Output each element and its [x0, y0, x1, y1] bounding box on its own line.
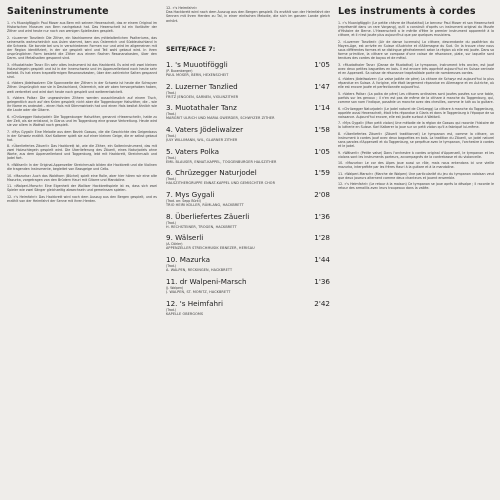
note-paragraph: 5. »Vaters Polka« (La polka de père) Les cithares ordinaires sont jouées posées sur une table, parfois sur les genoux ; il n'en est pas de même de la cithare à manche du Toggenburg, qui, comme son nom l'indique, possède un manche avec des chevilles, comme le luth ou la guitare. [338, 91, 494, 105]
track-performer: EMIL BLAUSER, ENNAT-KAPPEL, TOGGENBURGER HALSZITHER [166, 159, 277, 164]
track-duration: 2'08 [314, 190, 330, 200]
track-composer: (P. Buxenberger) [166, 68, 193, 73]
track-performer: H. RECHSTEINER, TROGEN, HACKBRETT [166, 224, 237, 229]
track-entry [166, 147, 330, 164]
track-entry [166, 299, 330, 316]
note-paragraph: 8. »Überliefertes Zäuerli« Das Hackbrett ist, wie die Zither, ein Saiteninstrument, das mit zwei Holzschlegeln gespielt wird. Die Überlieferung des Zäuerli, eines Naturjodels ohne Worte, aus dem Appenzellerland und Toggenburg, lebt mit Hackbrett, Streichmusik und Jodel fort. [7, 144, 157, 161]
track-performer: HALSZITHERGRUPPE ENNAT-KAPPEL UND GEMISCHTER CHOR [166, 181, 276, 186]
track-title: 9. Wälserli [166, 233, 204, 243]
track-title: 12. 's Heimfahri [166, 298, 223, 308]
note-paragraph: 3. »Muotathaler Tanz« Ein sehr altes Instrument ist das Hackbrett. Es wird mit zwei kleinen Holzschlegeln gespielt und ist in der Innerschweiz und im Appenzellerland noch heute sehr beliebt. Es hat einen trapezförmigen Resonanzkasten, über den zahlreiche Saiten gespannt sind. [7, 62, 157, 79]
track-entry [166, 168, 330, 185]
track-duration: 1'05 [314, 146, 330, 156]
track-title: 8. Überliefertes Zäuerli [166, 211, 250, 221]
track-entry [166, 255, 330, 272]
note-paragraph: 3. »Muotathaler Tanz« (Danse de Muotathal) Le tympanon, instrument très ancien, est joué avec deux petites baguettes en bois. Il est encore très apprécié aujourd'hui en Suisse centrale et en Appenzell. Sa caisse de résonance trapézoïdale porte de nombreuses cordes. [338, 62, 494, 75]
track-title: 6. Chrüzegger Naturjodel [166, 168, 257, 178]
track-composer: (Trad.) [166, 133, 177, 138]
track-performer: J. WALPEN, ST. MORITZ, HACKBRETT [166, 289, 231, 294]
track-composer: (Trad.) [166, 90, 177, 95]
track-title: 7. Mys Gygali [166, 190, 215, 200]
track-duration: 1'36 [314, 211, 330, 221]
french-heading: Les instruments à cordes [338, 6, 476, 17]
track-title: 4. Vaters Jödeliwalzer [166, 124, 244, 134]
note-paragraph: 10. »Mazurka« Auch das Waldhorn (Büchel) spielt eine Rolle, aber hier hören wir eine alte Mazurka, vorgetragen von den Brüdern Hauri mit Gitarre und Mandoline. [7, 173, 157, 182]
note-paragraph: 2. »Luzerner Tanzlied« (Air de danse lucernois) La cithare, descendante du psaltérion du Moyen-Age, est arrivée en Suisse d'Autriche et d'Allemagne du Sud. On la trouve chez nous sous différentes formes et se distingue généralement selon la région où elle est jouée. Dans sa forme primitive, la cithare se compose d'une caisse de résonance, plate, sur laquelle sont tendues des cordes de boyau et de métal. [338, 39, 494, 61]
track-duration: 1'05 [314, 59, 330, 69]
note-paragraph: 4. »Vaters Jödeliwalzer« (La valse jodlée de père) La cithare de Schwyz est aujourd'hui la plus répandue en Suisse. A l'origine, elle était largement répandue en Allemagne et en Autriche, où elle est encore jouée et perfectionnée aujourd'hui. [338, 77, 494, 90]
track-duration: 1'44 [314, 255, 330, 265]
track-performer: MARGRIT ULRICH UND MARIA GWERDER, SCHWYZER ZITHER [166, 116, 275, 121]
note-paragraph: 1. »'s Muonigföggli« Paul Moser aus Bern mit seinem Hexenscheit, das er einem Original im Historischen Museum von Bern nachgebaut hat. Das Hexenscheit ist ein Vorläufer der Zither und wird heute nur noch von wenigen Spielleuten gespielt. [7, 21, 157, 34]
track-entry [166, 233, 330, 250]
track-entry [166, 125, 330, 142]
track-entry [166, 277, 330, 294]
track-duration: 1'36 [314, 276, 330, 286]
note-paragraph: 8. »Überliefertes Zäuerli« (Zäuerli traditionnel) Le tympanon est, comme la cithare, un instrument à cordes joué avec deux baguettes en bois. La tradition du Zäuerli, un jodel naturel sans paroles d'Appenzell et du Toggenburg, se perpétue avec le tympanon, l'orchestre à cordes et le jodel. [338, 131, 494, 149]
note-paragraph: 6. »Chrüzegger Naturjodel« (Le jodel naturel de Chrüzegg) La cithare à manche du Toggenburg, appelée aussi Hexenscheit, était très répandue à Glaris et dans le Toggenburg à l'époque de sa naissance. Aujourd'hui encore, elle est jouée surtout à Wattwil. [338, 106, 494, 119]
german-heading: Saiteninstrumente [7, 6, 109, 17]
lead-heading: 12. »'s Heimfahri« [166, 6, 198, 10]
track-entry [166, 60, 330, 77]
note-paragraph: 6. »Chrüzegger Naturjodel« Die Toggenburger Halszither, genannt »Hexenscheit«, hatte zu der Zeit, als sie entstand, in Glarus und im Toggenburg eine grosse Verbreitung. Heute wird sie vor allem in Wattwil noch gespielt. [7, 114, 157, 128]
lead-paragraph [166, 6, 330, 23]
track-entry [166, 82, 330, 99]
note-paragraph: 2. »Luzerner Tanzlied« Die Zither, ein Nachkomme des mittelalterlichen Psalteriums, das seinerseits wahrscheinlich aus Asien stammt, kam aus Österreich und Süddeutschland in die Schweiz. Sie konnte bei uns in verschiedenen Formen nur und wird im allgemeinen mit der Region identifiziert, in der sie gespielt wird und Teil wohl gebaut wird. In ihren ursprünglichen Form besteht die Zither aus einem flachen Resonanzkasten, über den Darm- und Metallsaiten gespannt sind. [7, 35, 157, 61]
track-composer: (Trad. arr. Sepp Bürki) [166, 199, 201, 204]
german-notes [7, 21, 157, 203]
track-duration: 1'58 [314, 124, 330, 134]
note-paragraph: 12. »'s Heimfahri« (Le retour à la maison) Ce tympanon se joue après la désalpe ; il raconte le retour des armaillis avec leurs troupeaux dans la vallée. [338, 182, 494, 191]
track-composer: (Trad.) [166, 177, 177, 182]
track-performer: TRIO HEIRI KOLLER, RÜMLANG, HACKBRETT [166, 203, 244, 208]
note-paragraph: 9. »Wälserli« (Petite valse) Dans l'orchestre à cordes original d'Appenzell, le tympanon et les violons sont les instruments porteurs, accompagnés de la contrebasse et du violoncelle. [338, 150, 494, 159]
note-paragraph: 1. »'s Muonigföggli« (Le petite chèvre de Muotathal) Le berceur Paul Moser et son Hexenscheit (représenté dans un rare Vorgang), qu'il a construit d'après un instrument original du Musée d'Histoire de Berne. L'Hexenscheit a le mérite d'être le premier instrument apparenté à la cithare, et il n'est jouée plus aujourd'hui que par quelques musiciens. [338, 21, 494, 38]
track-title: 10. Mazurka [166, 255, 211, 265]
track-duration: 2'42 [314, 298, 330, 308]
lead-text: Das Hackbrett wird nach dem Auszug aus den Bergen gespielt. Es erzählt von der Heimfahrt der Sennen mit ihren Herden zu Tal, in einer einfachen Melodie, die sich im ganzen Lande gleich anhört. [166, 10, 330, 23]
track-performer: JULY WILLIMANN, WIL, GLARNER ZITHER [166, 137, 238, 142]
track-performer: APPENZELLER STREICHMUSIK EBNEZER, HERISAU [166, 246, 255, 251]
track-composer: (Trad.) [166, 307, 177, 312]
note-paragraph: 5. »Vaters Polka« Die ungewohnten Zithern werden ausschliesslich auf einem Tisch, gelegentlich auch auf den Knien gespielt; nicht aber die Toggenburger Halszither, die – wie ihr Name es andeutet – einen Hals mit Stimmwirbeln hat und einen Hals besitzt ähnlich wie die Laute oder die Gitarre. [7, 96, 157, 113]
note-paragraph: 10. »Mazurka« Le cor des Alpes joue aussi un rôle, mais nous entendons ici une vieille mazurka, interprétée par les frères Hauri à la guitare et à la mandoline. [338, 161, 494, 170]
tracklist [166, 60, 330, 316]
track-duration: 1'14 [314, 103, 330, 113]
note-paragraph: 7. »Mys Gygali« Eine Melodie aus dem Bezirk Gossau, die die Geschichte des Geigenbaus in der Schweiz erzählt. Karl Kalberer spielt sie auf einer kleinen Geige, die er selbst gebaut hat. [7, 129, 157, 142]
track-entry [166, 103, 330, 120]
note-paragraph: 7. »Mys Gygali« (Mon petit violon) Une mélodie de la région de Gossau qui raconte l'histoire de la lutherie en Suisse. Karl Kalberer la joue sur un petit violon qu'il a fabriqué lui-même. [338, 121, 494, 130]
track-title: 2. Luzerner Tanzlied [166, 81, 238, 91]
track-title: 1. 's Muuotiföggli [166, 59, 228, 69]
note-paragraph: 12. »'s Heimfahri« Das Hackbrett wird nach dem Auszug aus den Bergen gespielt, und es erzählt von der Heimfahrt der Senne mit ihren Herden. [7, 194, 157, 203]
note-paragraph: 11. »Walperi-Marsch« (Marche de Walpen) Une particularité du jeu du tympanon valaisan veut que deux joueurs alternent comme deux chanteurs et jouent ensemble. [338, 171, 494, 180]
note-paragraph: 4. »Vaters Jödeliwalzer« Die Spannweite der Zithern in der Schweiz ist heute die Schwyzer Zither. Ursprünglich war sie in Deutschland, Österreich, wie wir oben hervorgehoben haben, weit verbreitet und wird dort heute noch gespielt und weiterentwickelt. [7, 81, 157, 94]
note-paragraph: 9. »Wälserli« In der Original-Appenzeller Streichmusik bilden die Hackbrett und die Violinen die tragenden Instrumente, begleitet von Bassgeige und Cello. [7, 162, 157, 172]
tracklist-column [166, 6, 330, 496]
track-performer: KAPELLE OBERGOMS [166, 311, 204, 316]
track-duration: 1'28 [314, 233, 330, 243]
track-composer: (Trad.) [166, 112, 177, 117]
german-notes-column [7, 6, 157, 496]
track-composer: (A. Dörler) [166, 242, 183, 247]
note-paragraph: 11. »Walperi-Marsch« Eine Eigenheit der Walliser Hackbrettspiele ist es, dass sich zwei Spieler wie zwei Sänger gleichzeitig abwechseln und gemeinsam spielen. [7, 184, 157, 193]
track-composer: (Trad.) [166, 155, 177, 160]
track-composer: (Trad.) [166, 220, 177, 225]
track-composer: (Trad.) [166, 264, 177, 269]
track-title: 5. Vaters Polka [166, 146, 220, 156]
track-entry [166, 190, 330, 207]
track-composer: (J. Walpen) [166, 285, 184, 290]
side-label: SEITE/FACE 7: [166, 44, 216, 53]
track-title: 3. Muotathaler Tanz [166, 103, 237, 113]
track-performer: A. WALPEN, RECKINGEN, HACKBRETT [166, 268, 233, 273]
track-duration: 1'59 [314, 168, 330, 178]
track-performer: FRITZ JENGOEN, SARNEN, VIOLINZITHER [166, 94, 239, 99]
track-title: 11. dr Walpeni-Marsch [166, 276, 247, 286]
track-duration: 1'47 [314, 81, 330, 91]
track-entry [166, 212, 330, 229]
track-performer: PAUL MOSER, BERN, HEXENSCHEIT [166, 72, 229, 77]
french-notes-column [338, 6, 494, 496]
french-notes [338, 21, 494, 191]
